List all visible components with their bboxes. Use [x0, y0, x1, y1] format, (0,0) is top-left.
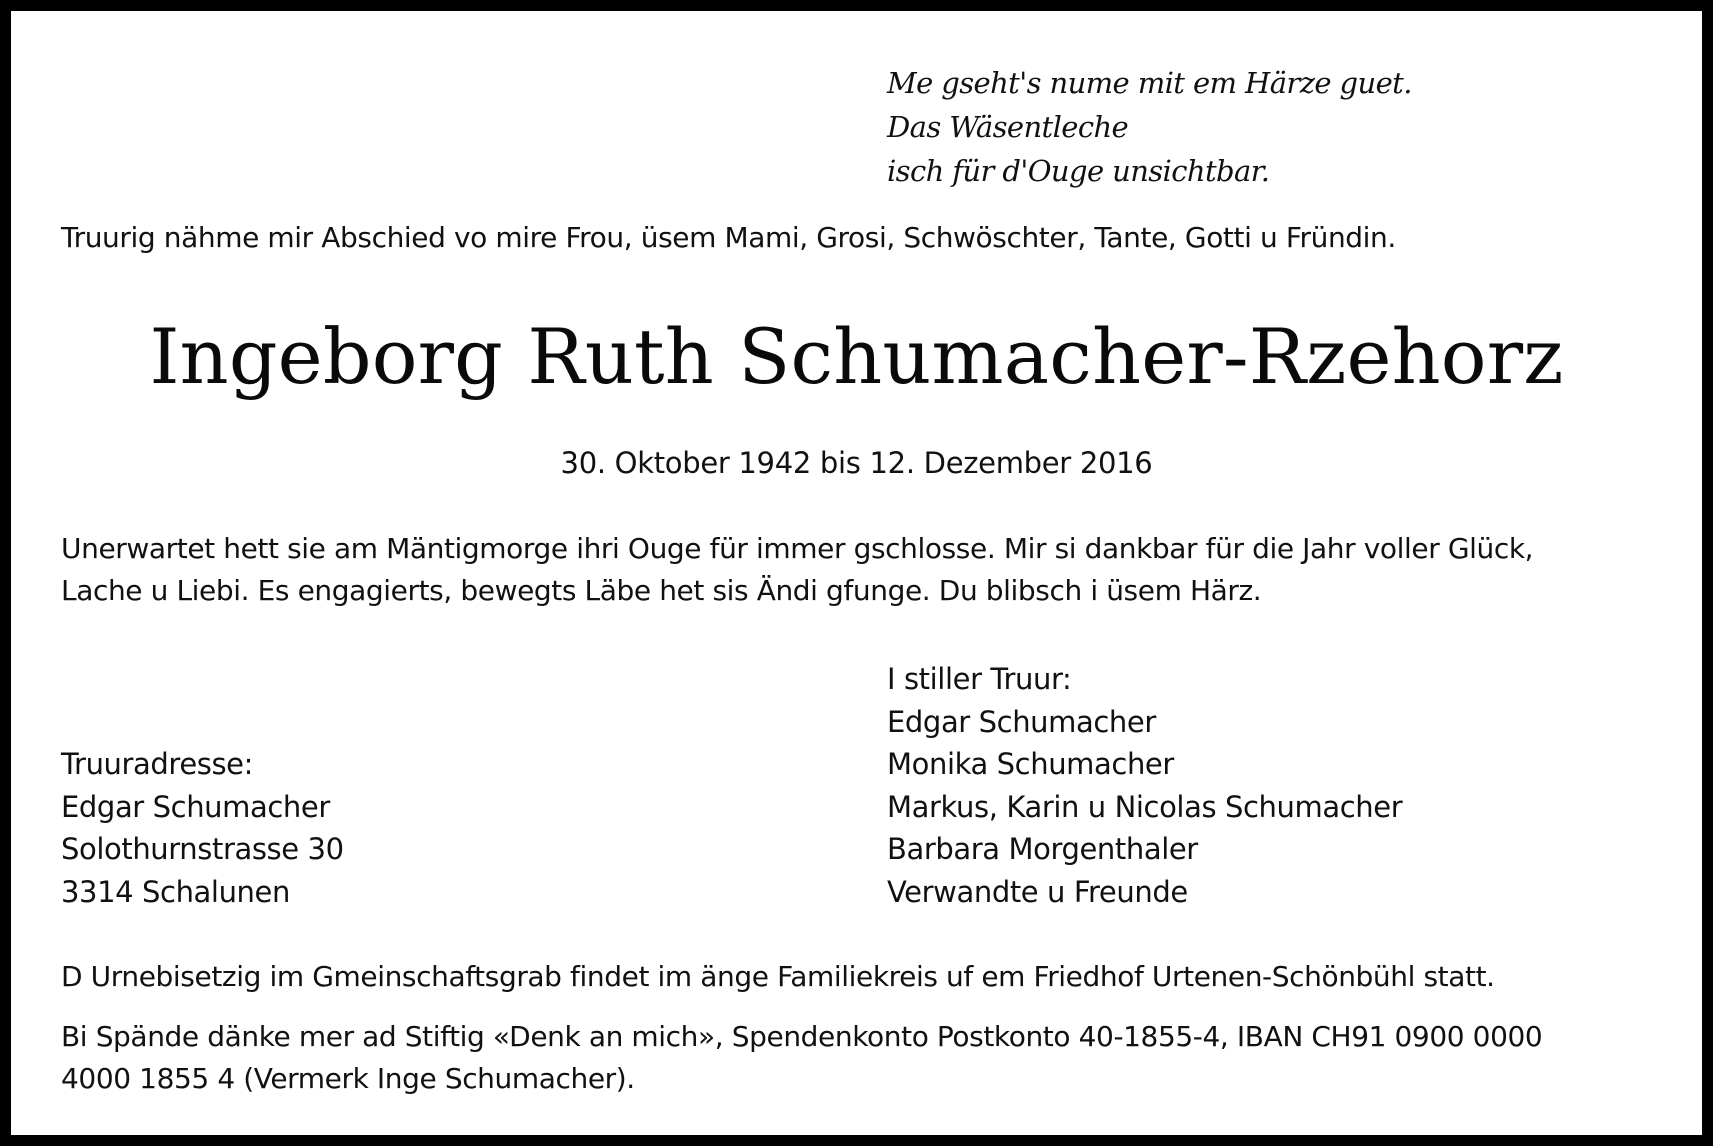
donation-notice: [61, 1016, 1542, 1100]
motto-line: Das Wäsentleche: [887, 110, 1129, 144]
mourner-name: Barbara Morgenthaler: [887, 832, 1198, 866]
message-line: Unerwartet hett sie am Mäntigmorge ihri Ouge für immer gschlosse. Mir si dankbar für die Jahr voller Glück,: [61, 532, 1534, 565]
motto-line: Me gseht's nume mit em Härze guet.: [887, 66, 1412, 100]
deceased-name: Ingeborg Ruth Schumacher-Rzehorz: [149, 312, 1564, 401]
address-line: Solothurnstrasse 30: [61, 832, 344, 866]
address-line: Edgar Schumacher: [61, 789, 330, 824]
address-heading: Truuradresse:: [61, 747, 253, 781]
burial-notice: D Urnebisetzig im Gmeinschaftsgrab findet im änge Familiekreis uf em Friedhof Urtenen-Schönbühl statt.: [61, 960, 1495, 993]
mourners-heading: I stiller Truur:: [887, 662, 1072, 696]
mourners-list: [887, 658, 1402, 913]
life-dates: 30. Oktober 1942 bis 12. Dezember 2016: [560, 446, 1153, 480]
mourner-name: Edgar Schumacher: [887, 704, 1156, 739]
address-line: 3314 Schalunen: [61, 874, 290, 909]
motto-quote: [887, 61, 1412, 193]
mourner-name: Monika Schumacher: [887, 747, 1174, 781]
donation-line: 4000 1855 4 (Vermerk Inge Schumacher).: [61, 1062, 635, 1095]
memorial-message: [61, 528, 1533, 612]
donation-line: Bi Spände dänke mer ad Stiftig «Denk an mich», Spendenkonto Postkonto 40-1855-4, IBAN CH91 0900 0000: [61, 1020, 1543, 1053]
mourner-name: Verwandte u Freunde: [887, 874, 1188, 909]
mourner-name: Markus, Karin u Nicolas Schumacher: [887, 789, 1403, 824]
message-line: Lache u Liebi. Es engagierts, bewegts Läbe het sis Ändi gfunge. Du blibsch i üsem Härz.: [61, 574, 1262, 607]
farewell-intro: Truurig nähme mir Abschied vo mire Frou, üsem Mami, Grosi, Schwöschter, Tante, Gotti u Fründin.: [61, 221, 1396, 254]
mourning-address: [61, 743, 344, 913]
motto-line: isch für d'Ouge unsichtbar.: [887, 154, 1270, 188]
